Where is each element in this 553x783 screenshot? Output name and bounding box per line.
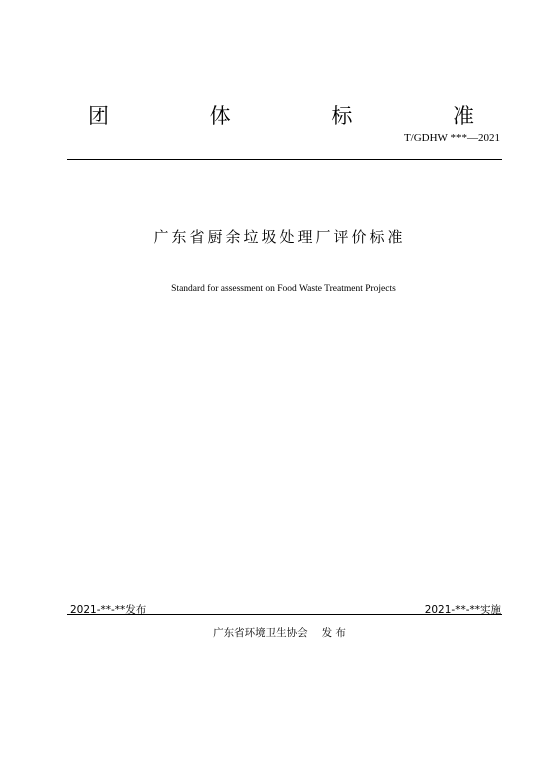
standard-type-heading: [88, 100, 474, 130]
bottom-divider: [67, 614, 502, 615]
heading-char: 体: [209, 104, 231, 128]
document-title-en: Standard for assessment on Food Waste Treatment Projects: [171, 284, 396, 294]
heading-char: 准: [452, 104, 474, 128]
publisher-line: [0, 625, 553, 640]
implementation-date: 2021-**-**实施: [424, 604, 501, 616]
issue-date: 2021-**-**发布: [70, 604, 147, 616]
heading-char: 团: [88, 104, 109, 128]
publisher-name: 广东省环境卫生协会: [213, 627, 308, 639]
publish-label: 发 布: [321, 627, 346, 639]
top-divider: [67, 159, 502, 160]
heading-char: 标: [331, 104, 353, 128]
standard-number: T/GDHW ***—2021: [403, 132, 500, 144]
document-title-cn: 广东省厨余垃圾处理厂评价标准: [153, 228, 406, 246]
